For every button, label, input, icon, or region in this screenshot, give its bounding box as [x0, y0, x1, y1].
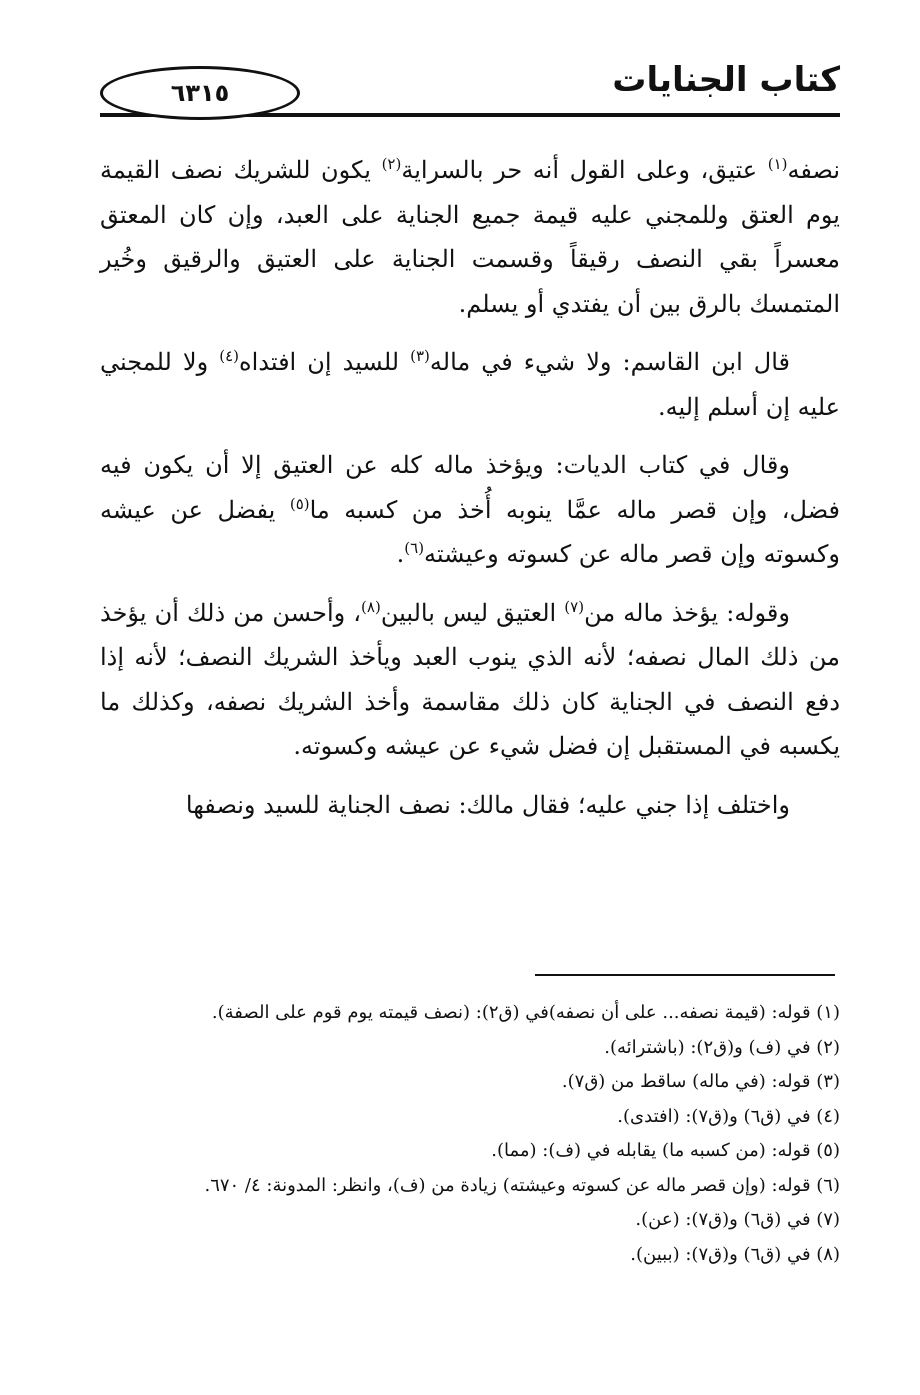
paragraph-text: عتيق، وعلى القول أنه حر بالسراية — [401, 156, 768, 184]
paragraph-text: نصفه — [787, 156, 840, 184]
body-paragraph — [100, 783, 840, 828]
footnote: (٨) في (ق٦) و(ق٧): (ببين). — [630, 1243, 840, 1265]
paragraph-text: . — [396, 540, 405, 568]
paragraph-text: وقال في كتاب الديات: ويؤخذ ماله كله عن العتيق إلا أن يكون فيه فضل، وإن قصر ماله عمَّا ينوبه أُخذ من كسبه ما — [100, 451, 841, 524]
page-header — [90, 58, 840, 128]
body-paragraph — [100, 148, 840, 326]
footnote: (٦) قوله: (وإن قصر ماله عن كسوته وعيشته) زيادة من (ف)، وانظر: المدونة: ٤/ ٦٧٠. — [204, 1174, 840, 1196]
footnote-reference: (٥) — [289, 494, 310, 513]
page-number: ٦٣١٥ — [170, 79, 230, 107]
paragraph-text: واختلف إذا جني عليه؛ فقال مالك: نصف الجناية للسيد ونصفها — [185, 790, 790, 819]
footnote: (٢) في (ف) و(ق٢): (باشترائه). — [604, 1036, 840, 1058]
footnote-reference: (٣) — [410, 347, 430, 365]
footnote: (٥) قوله: (من كسبه ما) يقابله في (ف): (مما). — [491, 1140, 840, 1161]
paragraph-text: ولا للمجني عليه إن أسلم إليه. — [100, 348, 840, 421]
footnote-reference: (٧) — [564, 597, 585, 616]
footnote: (٤) في (ق٦) و(ق٧): (افتدى). — [617, 1105, 840, 1127]
paragraph-text: للسيد إن افتداه — [239, 348, 411, 376]
footnote-reference: (٦) — [404, 539, 425, 557]
body-paragraph — [100, 443, 840, 577]
footnote: (١) قوله: (قيمة نصفه... على أن نصفه)في (ق٢): (نصف قيمته يوم قوم على الصفة). — [211, 1002, 840, 1023]
paragraph-text: وقوله: يؤخذ ماله من — [584, 598, 790, 627]
paragraph-text: يكون للشريك نصف القيمة يوم العتق وللمجني عليه قيمة جميع الجناية على العبد، وإن كان المعتق معسراً بقي النصف رقيقاً وقسمت الجناية على العتيق والرقيق وخُير المتمسك بالرق بين أن يفتدي أو يسلم. — [100, 156, 840, 318]
paragraph-text: العتيق ليس بالبين — [380, 598, 565, 627]
footnote-reference: (٤) — [219, 347, 239, 365]
body-text — [100, 148, 840, 841]
page-number-frame — [100, 66, 300, 120]
paragraph-text: يفضل عن عيشه وكسوته وإن قصر ماله عن كسوته وعيشته — [100, 495, 840, 568]
book-title: كتاب الجنايات — [612, 60, 840, 100]
footnote-reference: (٨) — [361, 597, 381, 616]
paragraph-text: قال ابن القاسم: ولا شيء في ماله — [429, 348, 791, 376]
footnote-reference: (١) — [767, 155, 788, 173]
footnote-reference: (٢) — [381, 155, 402, 173]
footnote-separator — [535, 974, 835, 976]
body-paragraph — [100, 340, 840, 429]
body-paragraph — [100, 591, 840, 769]
footnote: (٧) في (ق٦) و(ق٧): (عن). — [635, 1209, 840, 1230]
paragraph-text: ، وأحسن من ذلك أن يؤخذ من ذلك المال نصفه؛ لأنه الذي ينوب العبد ويأخذ الشريك النصف؛ لأنه إذا دفع النصف في الجناية كان ذلك مقاسمة وأخذ الشريك نصفه، وكذلك ما يكسبه في المستقبل إن فضل شيء عن عيشه وكسوته. — [100, 598, 841, 760]
footnote: (٣) قوله: (في ماله) ساقط من (ق٧). — [561, 1071, 840, 1092]
footnotes — [100, 996, 840, 1272]
